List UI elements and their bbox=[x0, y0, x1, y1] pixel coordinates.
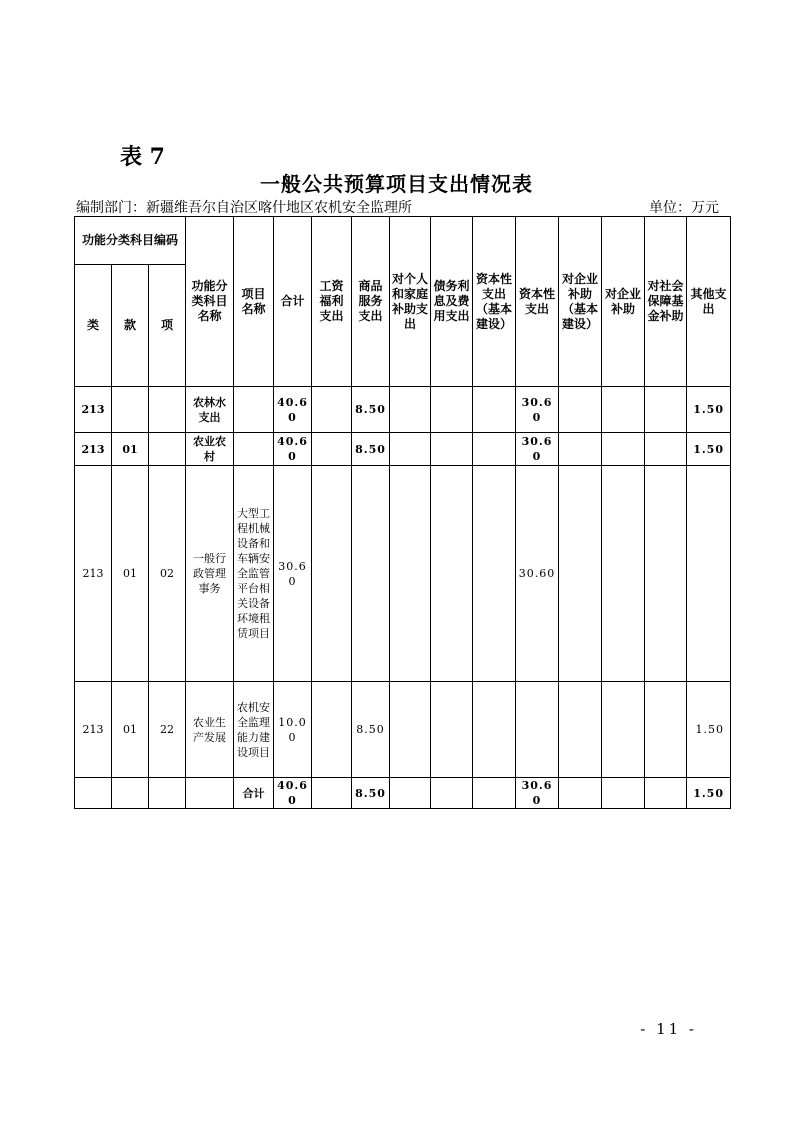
cell-xiang bbox=[149, 387, 186, 433]
cell-capital-build bbox=[473, 387, 516, 433]
cell-goods: 8.50 bbox=[352, 682, 390, 778]
cell-ent-subsidy-build bbox=[559, 778, 602, 809]
cell-other: 1.50 bbox=[687, 682, 731, 778]
header-proj-name: 项目名称 bbox=[234, 217, 274, 387]
cell-social bbox=[645, 682, 687, 778]
cell-xiang: 22 bbox=[149, 682, 186, 778]
table-row bbox=[75, 387, 731, 433]
cell-ent-subsidy bbox=[602, 778, 645, 809]
cell-total: 30.60 bbox=[274, 466, 312, 682]
cell-capital: 30.60 bbox=[516, 433, 559, 466]
cell-lei: 213 bbox=[75, 682, 112, 778]
cell-func-name: 一般行政管理事务 bbox=[186, 466, 234, 682]
cell-kuan bbox=[112, 778, 149, 809]
cell-capital: 30.60 bbox=[516, 387, 559, 433]
header-lei: 类 bbox=[75, 265, 112, 387]
header-total: 合计 bbox=[274, 217, 312, 387]
cell-other: 1.50 bbox=[687, 433, 731, 466]
page-number: - 11 - bbox=[640, 1020, 697, 1038]
header-xiang: 项 bbox=[149, 265, 186, 387]
cell-personal bbox=[390, 466, 431, 682]
cell-capital-build bbox=[473, 778, 516, 809]
header-ent-subsidy-build: 对企业补助（基本建设） bbox=[559, 217, 602, 387]
cell-social bbox=[645, 433, 687, 466]
cell-lei: 213 bbox=[75, 466, 112, 682]
table-row bbox=[75, 433, 731, 466]
cell-goods: 8.50 bbox=[352, 778, 390, 809]
cell-ent-subsidy-build bbox=[559, 387, 602, 433]
cell-wage bbox=[312, 433, 352, 466]
cell-xiang bbox=[149, 778, 186, 809]
cell-goods bbox=[352, 466, 390, 682]
cell-debt bbox=[431, 778, 473, 809]
cell-proj-name bbox=[234, 387, 274, 433]
unit-label: 单位：万元 bbox=[649, 200, 719, 216]
header-func-name: 功能分类科目名称 bbox=[186, 217, 234, 387]
header-row-1 bbox=[75, 217, 731, 265]
cell-func-name: 农业农村 bbox=[186, 433, 234, 466]
cell-capital-build bbox=[473, 682, 516, 778]
cell-goods: 8.50 bbox=[352, 433, 390, 466]
cell-social bbox=[645, 466, 687, 682]
cell-ent-subsidy bbox=[602, 387, 645, 433]
header-capital: 资本性支出 bbox=[516, 217, 559, 387]
header-goods: 商品服务支出 bbox=[352, 217, 390, 387]
cell-capital bbox=[516, 682, 559, 778]
expenditure-table bbox=[74, 216, 731, 809]
header-other: 其他支出 bbox=[687, 217, 731, 387]
cell-ent-subsidy-build bbox=[559, 466, 602, 682]
cell-wage bbox=[312, 778, 352, 809]
cell-lei: 213 bbox=[75, 433, 112, 466]
cell-capital: 30.60 bbox=[516, 778, 559, 809]
total-row bbox=[75, 778, 731, 809]
cell-personal bbox=[390, 682, 431, 778]
cell-total: 40.60 bbox=[274, 778, 312, 809]
cell-capital-build bbox=[473, 433, 516, 466]
table-row bbox=[75, 466, 731, 682]
cell-debt bbox=[431, 433, 473, 466]
table-label: 表 7 bbox=[120, 144, 165, 170]
cell-lei: 213 bbox=[75, 387, 112, 433]
cell-capital-build bbox=[473, 466, 516, 682]
cell-proj-name: 农机安全监理能力建设项目 bbox=[234, 682, 274, 778]
cell-goods: 8.50 bbox=[352, 387, 390, 433]
cell-kuan: 01 bbox=[112, 682, 149, 778]
page-title: 一般公共预算项目支出情况表 bbox=[260, 172, 533, 196]
header-capital-build: 资本性支出（基本建设） bbox=[473, 217, 516, 387]
cell-ent-subsidy bbox=[602, 433, 645, 466]
cell-personal bbox=[390, 387, 431, 433]
cell-proj-name: 大型工程机械设备和车辆安全监管平台相关设备环境租赁项目 bbox=[234, 466, 274, 682]
cell-ent-subsidy bbox=[602, 682, 645, 778]
cell-lei bbox=[75, 778, 112, 809]
cell-xiang: 02 bbox=[149, 466, 186, 682]
cell-func-name: 农林水支出 bbox=[186, 387, 234, 433]
header-kuan: 款 bbox=[112, 265, 149, 387]
cell-total: 40.60 bbox=[274, 433, 312, 466]
cell-kuan: 01 bbox=[112, 466, 149, 682]
header-wage: 工资福利支出 bbox=[312, 217, 352, 387]
cell-total: 10.00 bbox=[274, 682, 312, 778]
cell-other bbox=[687, 466, 731, 682]
cell-other: 1.50 bbox=[687, 387, 731, 433]
cell-social bbox=[645, 778, 687, 809]
header-debt: 债务利息及费用支出 bbox=[431, 217, 473, 387]
cell-wage bbox=[312, 466, 352, 682]
cell-func-name: 农业生产发展 bbox=[186, 682, 234, 778]
cell-proj-name bbox=[234, 433, 274, 466]
header-personal: 对个人和家庭补助支出 bbox=[390, 217, 431, 387]
cell-total: 40.60 bbox=[274, 387, 312, 433]
cell-ent-subsidy-build bbox=[559, 433, 602, 466]
cell-wage bbox=[312, 682, 352, 778]
cell-func-name bbox=[186, 778, 234, 809]
cell-kuan bbox=[112, 387, 149, 433]
cell-social bbox=[645, 387, 687, 433]
total-label: 合计 bbox=[234, 778, 274, 809]
cell-other: 1.50 bbox=[687, 778, 731, 809]
cell-debt bbox=[431, 466, 473, 682]
cell-ent-subsidy-build bbox=[559, 682, 602, 778]
cell-wage bbox=[312, 387, 352, 433]
cell-capital: 30.60 bbox=[516, 466, 559, 682]
header-ent-subsidy: 对企业补助 bbox=[602, 217, 645, 387]
cell-debt bbox=[431, 682, 473, 778]
header-social: 对社会保障基金补助 bbox=[645, 217, 687, 387]
cell-ent-subsidy bbox=[602, 466, 645, 682]
cell-personal bbox=[390, 778, 431, 809]
cell-xiang bbox=[149, 433, 186, 466]
cell-kuan: 01 bbox=[112, 433, 149, 466]
cell-debt bbox=[431, 387, 473, 433]
cell-personal bbox=[390, 433, 431, 466]
department-label: 编制部门：新疆维吾尔自治区喀什地区农机安全监理所 bbox=[76, 200, 412, 216]
table-row bbox=[75, 682, 731, 778]
header-code-group: 功能分类科目编码 bbox=[75, 217, 186, 265]
